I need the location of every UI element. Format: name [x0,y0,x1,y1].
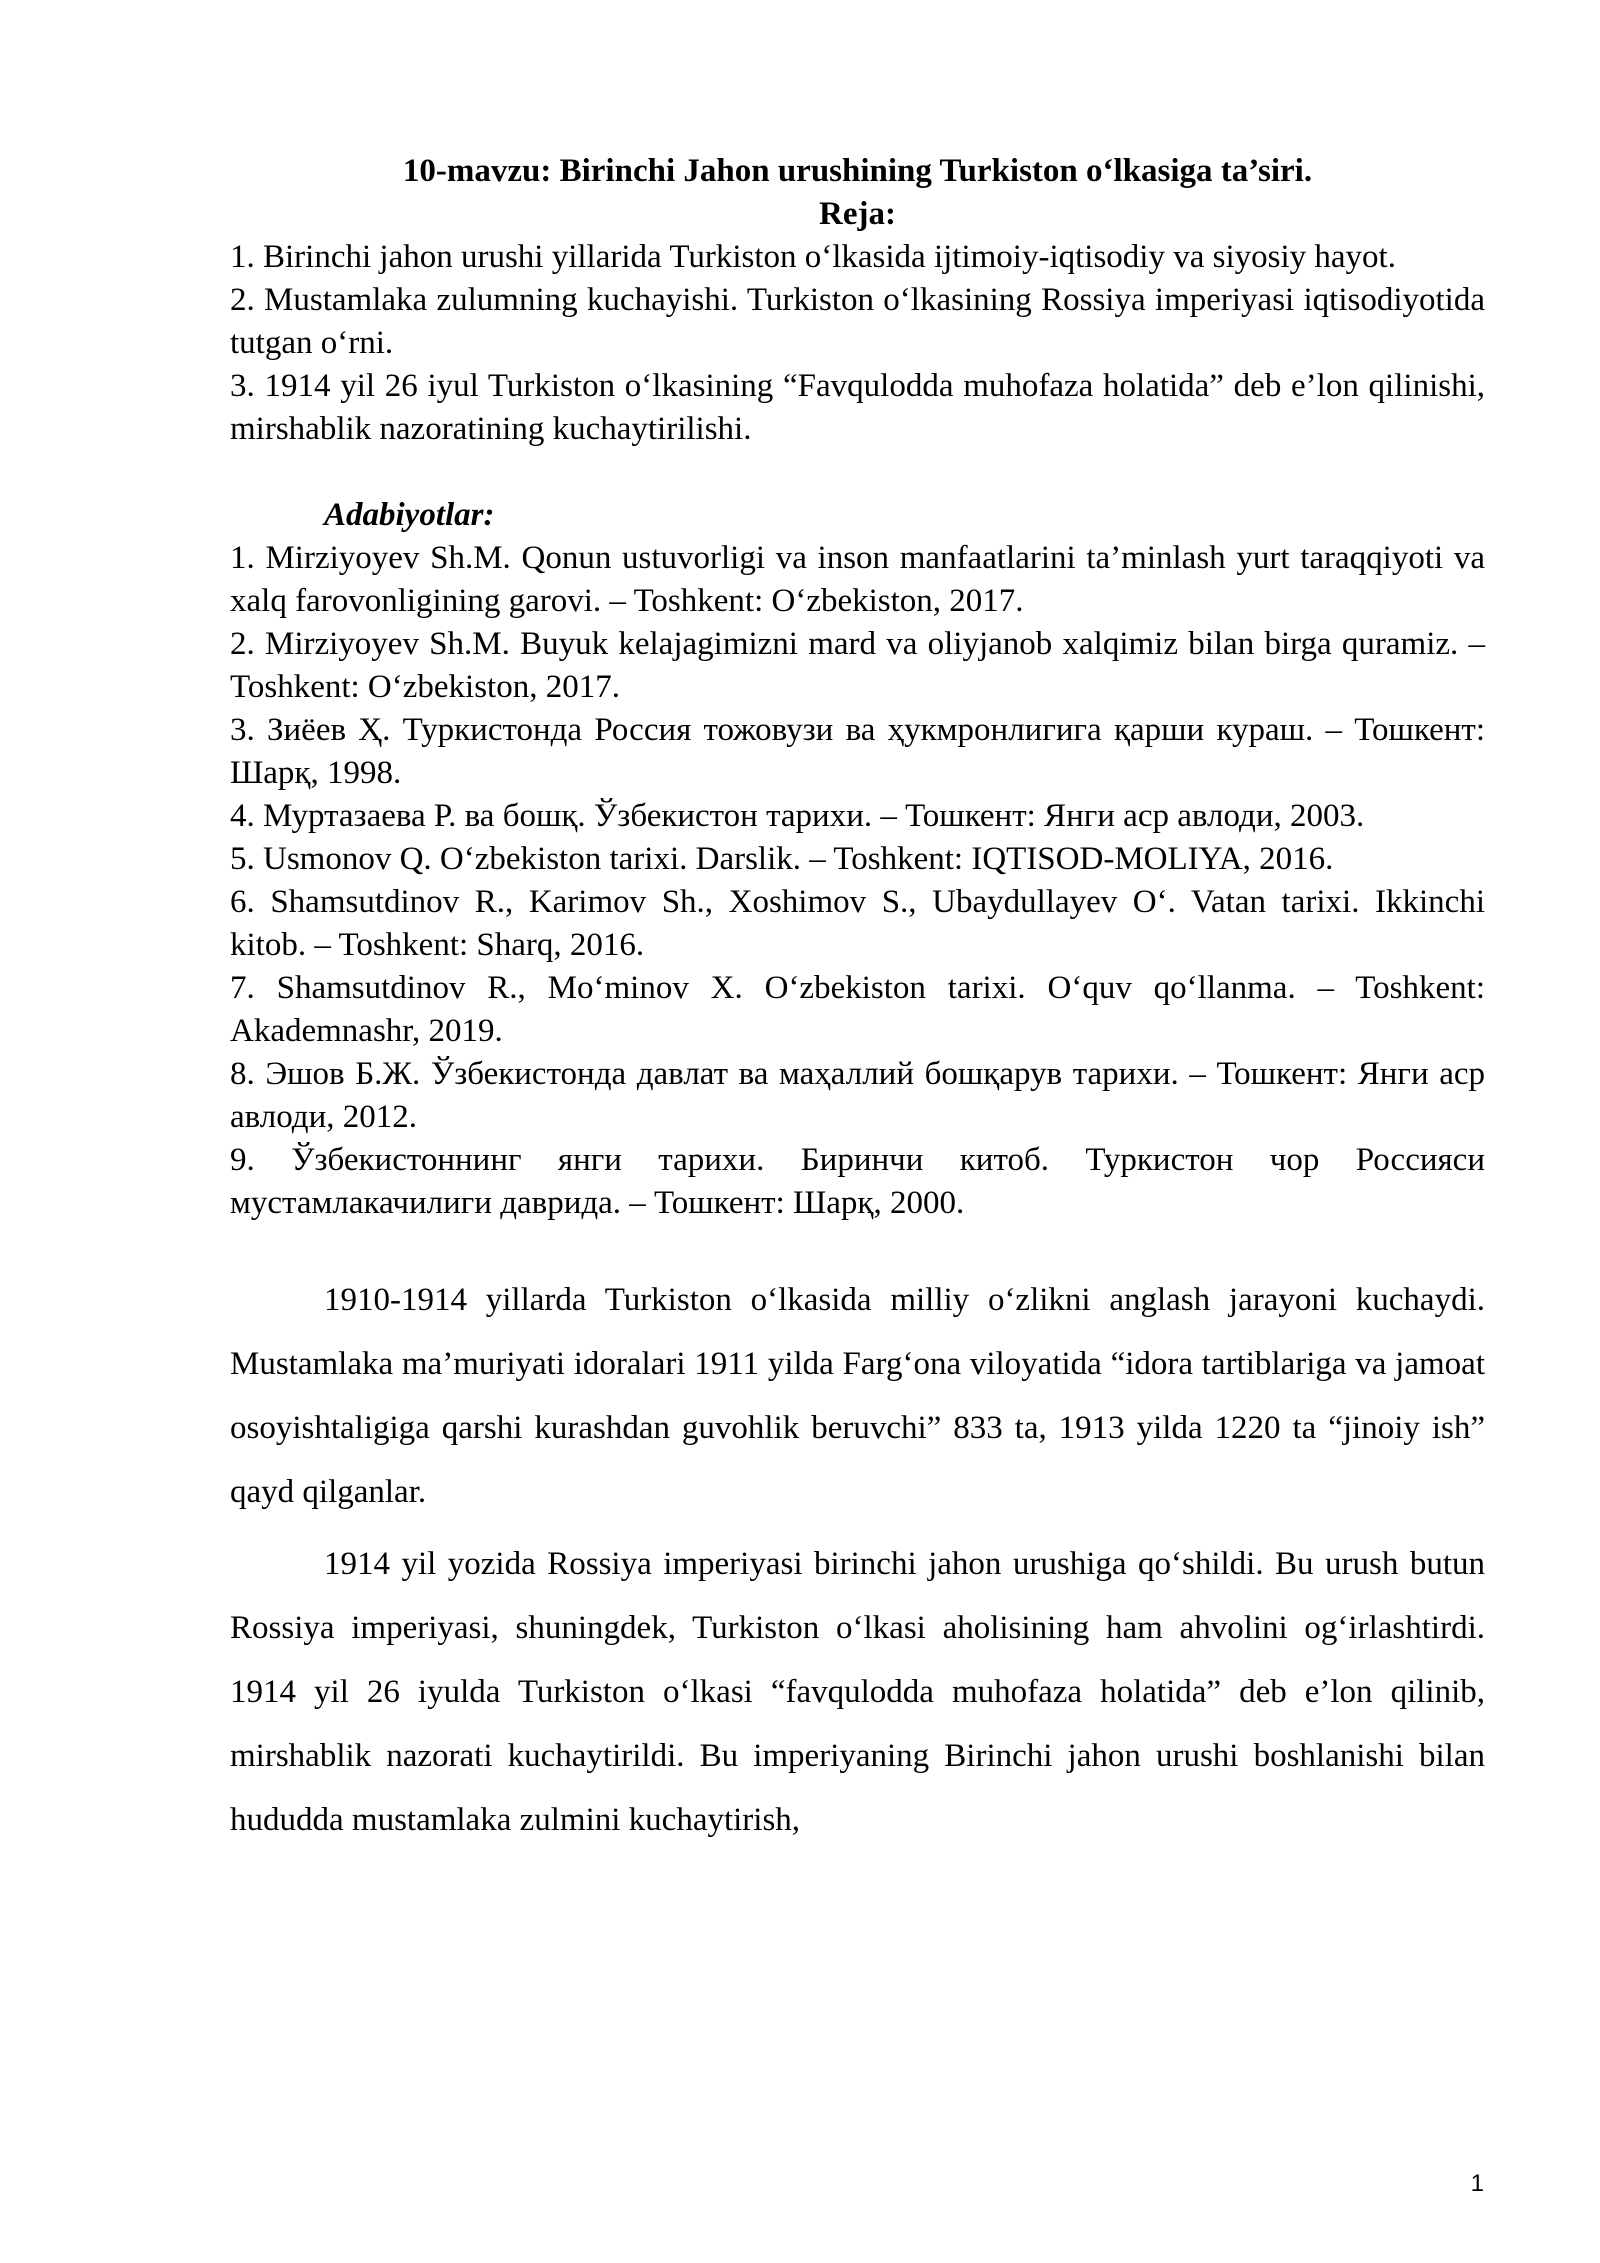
literature-item: 4. Муртазаева Р. ва бошқ. Ўзбекистон тарихи. – Тошкент: Янги аср авлоди, 2003. [230,798,1365,834]
literature-heading: Adabiyotlar: [324,497,495,533]
page-title: 10-mavzu: Birinchi Jahon urushining Turkiston o‘lkasiga ta’siri. [402,153,1313,189]
plan-item: 3. 1914 yil 26 iyul Turkiston o‘lkasining “Favqulodda muhofaza holatida” deb e’lon qilinishi, mirshablik nazoratining kuchaytirilishi. [230,368,1485,447]
literature-item: 3. Зиёев Ҳ. Туркистонда Россия тожовузи ва ҳукмронлигига қарши кураш. – Тошкент: Шарқ, 1998. [230,712,1485,791]
body-paragraph: 1910-1914 yillarda Turkiston o‘lkasida milliy o‘zlikni anglash jarayoni kuchaydi. Mustamlaka ma’muriyati idoralari 1911 yilda Farg‘ona viloyatida “idora tartiblariga va jamoat osoyishtaligiga qarshi kurashdan guvohlik beruvchi” 833 ta, 1913 yilda 1220 ta “jinoiy ish” qayd qilganlar. [230,1282,1485,1510]
plan-list [230,236,1485,451]
literature-item: 7. Shamsutdinov R., Mo‘minov X. O‘zbekiston tarixi. O‘quv qo‘llanma. – Toshkent: Akademnashr, 2019. [230,970,1485,1049]
plan-item: 2. Mustamlaka zulumning kuchayishi. Turkiston o‘lkasining Rossiya imperiyasi iqtisodiyotida tutgan o‘rni. [230,282,1485,361]
literature-item: 8. Эшов Б.Ж. Ўзбекистонда давлат ва маҳаллий бошқарув тарихи. – Тошкент: Янги аср авлоди, 2012. [230,1056,1485,1135]
literature-list [230,537,1485,1225]
literature-item: 5. Usmonov Q. O‘zbekiston tarixi. Darslik. – Toshkent: IQTISOD-MOLIYA, 2016. [230,841,1334,877]
body-text [230,1268,1485,1852]
literature-item: 9. Ўзбекистоннинг янги тарихи. Биринчи китоб. Туркистон чор Россияси мустамлакачилиги даврида. – Тошкент: Шарқ, 2000. [230,1142,1485,1221]
literature-item: 1. Mirziyoyev Sh.M. Qonun ustuvorligi va inson manfaatlarini ta’minlash yurt taraqqiyoti va xalq farovonligining garovi. – Toshkent: O‘zbekiston, 2017. [230,540,1485,619]
plan-heading: Reja: [819,196,896,232]
document-page [230,150,1485,1860]
plan-item: 1. Birinchi jahon urushi yillarida Turkiston o‘lkasida ijtimoiy-iqtisodiy va siyosiy hayot. [230,239,1396,275]
body-paragraph: 1914 yil yozida Rossiya imperiyasi birinchi jahon urushiga qo‘shildi. Bu urush butun Rossiya imperiyasi, shuningdek, Turkiston o‘lkasi aholisining ham ahvolini og‘irlashtirdi. 1914 yil 26 iyulda Turkiston o‘lkasi “favqulodda muhofaza holatida” deb e’lon qilinib, mirshablik nazorati kuchaytirildi. Bu imperiyaning Birinchi jahon urushi boshlanishi bilan hududda mustamlaka zulmini kuchaytirish, [230,1546,1485,1838]
literature-item: 2. Mirziyoyev Sh.M. Buyuk kelajagimizni mard va oliyjanob xalqimiz bilan birga quramiz. – Toshkent: O‘zbekiston, 2017. [230,626,1485,705]
literature-item: 6. Shamsutdinov R., Karimov Sh., Xoshimov S., Ubaydullayev O‘. Vatan tarixi. Ikkinchi kitob. – Toshkent: Sharq, 2016. [230,884,1485,963]
page-number: 1 [1470,2170,1484,2197]
